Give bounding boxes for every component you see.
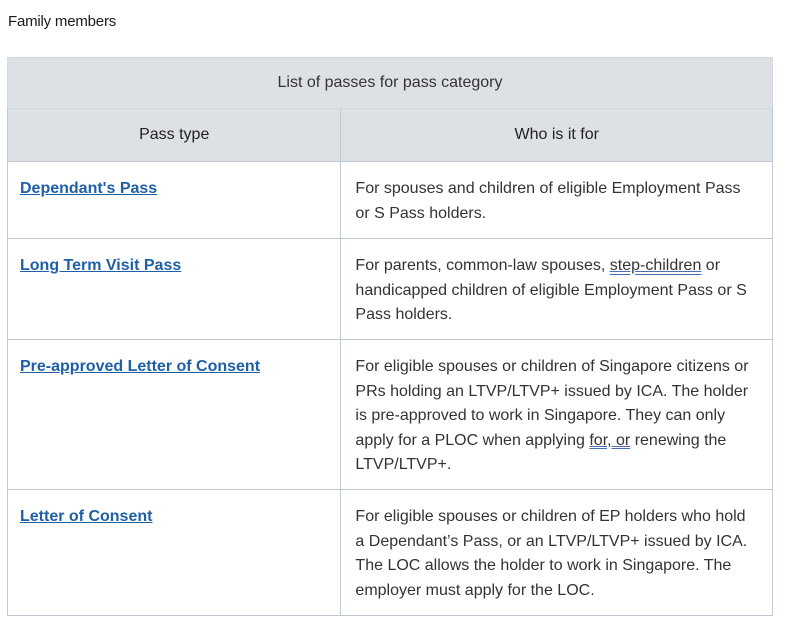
marked-text: for, or [589,431,631,449]
pass-type-cell [8,162,341,239]
description-cell [341,340,773,490]
pre-approved-letter-of-consent-link[interactable]: Pre-approved Letter of Consent [20,358,261,375]
column-header-who-is-it-for: Who is it for [341,109,773,162]
dependants-pass-link[interactable]: Dependant's Pass [20,180,158,197]
long-term-visit-pass-link[interactable]: Long Term Visit Pass [20,257,182,274]
description-text: For parents, common-law spouses, [355,257,610,274]
table-caption-row [8,58,773,109]
description-text: renewing the LTVP/LTVP+. [355,431,727,473]
description-cell [341,239,773,340]
section-heading: Family members [8,13,117,30]
pass-type-cell [8,239,341,340]
table-header-row [8,109,773,162]
table-row [8,340,773,490]
pass-type-cell [8,340,341,490]
description-text: For eligible spouses or children of Singapore citizens or PRs holding an LTVP/LTVP+ issued by ICA. The holder is pre-approved to work in Singapore. They can only apply for a PLOC when applying [355,358,749,449]
description-cell: For eligible spouses or children of EP holders who hold a Dependant’s Pass, or an LTVP/LTVP+ issued by ICA. The LOC allows the holder to work in Singapore. The employer must apply for the LOC. [341,490,773,616]
pass-type-cell [8,490,341,616]
table-row [8,490,773,616]
table-caption: List of passes for pass category [8,58,773,109]
column-header-pass-type: Pass type [8,109,341,162]
marked-text: step-children [609,257,702,274]
table-row [8,239,773,340]
letter-of-consent-link[interactable]: Letter of Consent [20,508,153,525]
description-cell: For spouses and children of eligible Employment Pass or S Pass holders. [341,162,773,239]
table-row [8,162,773,239]
description-text: or handicapped children of eligible Employment Pass or S Pass holders. [355,257,747,323]
passes-table [7,57,773,616]
